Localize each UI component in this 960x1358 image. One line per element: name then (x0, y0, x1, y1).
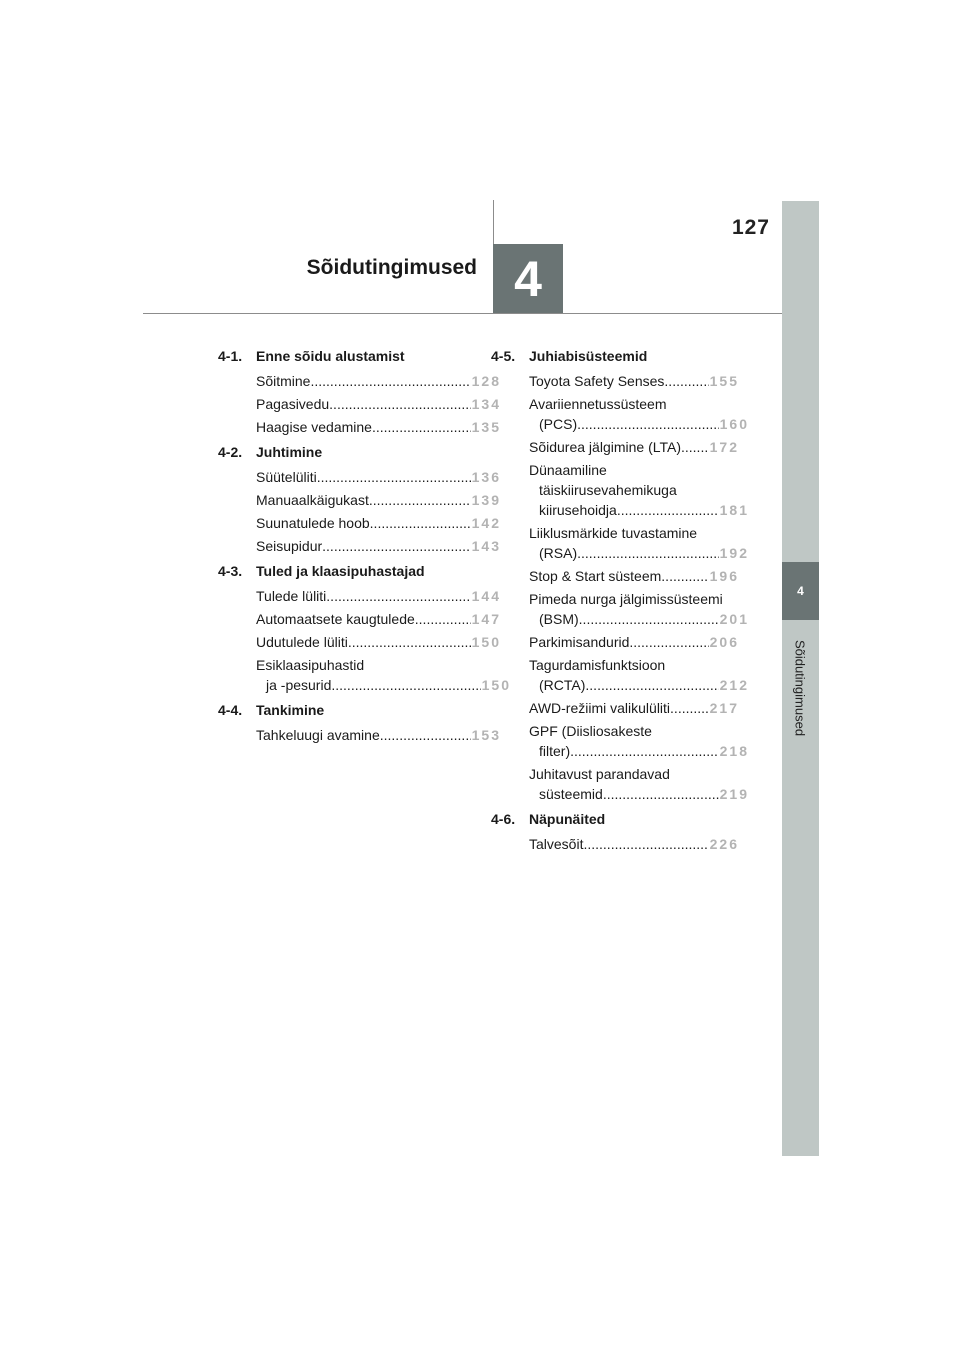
entry-text: filter) (539, 743, 571, 759)
entry-text: Tagurdamisfunktsioon (529, 657, 666, 673)
page-ref[interactable]: 139 (471, 492, 501, 508)
dot-leader (326, 586, 470, 606)
toc-entry[interactable] (491, 632, 741, 652)
entry-last-line (529, 566, 739, 586)
toc-entry[interactable] (218, 394, 501, 414)
page-ref[interactable]: 144 (471, 588, 501, 604)
toc-entry[interactable] (491, 655, 749, 695)
dot-leader (617, 500, 719, 520)
entry-text: Talvesõit (529, 836, 584, 852)
toc-entry[interactable] (491, 460, 749, 520)
dot-leader (664, 371, 708, 391)
entry-text: Haagise vedamine (256, 419, 372, 435)
dot-leader (603, 784, 719, 804)
page-ref[interactable]: 219 (719, 786, 749, 802)
dot-leader (329, 394, 470, 414)
entry-text: Automaatsete kaugtulede (256, 611, 415, 627)
toc-entry[interactable] (491, 394, 749, 434)
entry-last-line (256, 417, 501, 437)
page-ref[interactable]: 135 (471, 419, 501, 435)
page-ref[interactable]: 128 (471, 373, 501, 389)
entry-text: Dünaamiline (529, 462, 607, 478)
section-number: 4-3. (218, 563, 243, 579)
entry-text: (RSA) (539, 545, 578, 561)
toc-section-heading (218, 344, 498, 369)
dot-leader (322, 536, 470, 556)
toc-entry[interactable] (218, 586, 501, 606)
entry-text: Toyota Safety Senses (529, 373, 665, 389)
side-tab-label: Sõidutingimused (792, 639, 808, 737)
page-ref[interactable]: 153 (471, 727, 501, 743)
entry-last-line (256, 609, 501, 629)
dot-leader (577, 543, 719, 563)
page-ref[interactable]: 136 (471, 469, 501, 485)
entry-text: Suunatulede hoob (256, 515, 370, 531)
entry-last-line (529, 543, 749, 563)
entry-text: Esiklaasipuhastid (256, 657, 365, 673)
entry-last-line (529, 741, 749, 761)
entry-last-line (256, 675, 511, 695)
section-title: Juhtimine (256, 444, 323, 460)
page-ref[interactable]: 192 (719, 545, 749, 561)
toc-entry[interactable] (218, 536, 501, 556)
page-ref[interactable]: 150 (471, 634, 501, 650)
toc-entry[interactable] (491, 566, 741, 586)
entry-last-line (529, 632, 739, 652)
title-underline (143, 313, 782, 314)
entry-text: GPF (Diisliosakeste (529, 723, 652, 739)
dot-leader (415, 609, 471, 629)
dot-leader (348, 632, 471, 652)
dot-leader (380, 725, 471, 745)
entry-last-line (256, 536, 501, 556)
dot-leader (577, 414, 719, 434)
dot-leader (317, 467, 471, 487)
section-number: 4-5. (491, 348, 516, 364)
entry-last-line (256, 467, 501, 487)
toc-entry[interactable] (491, 523, 749, 563)
page-ref[interactable]: 181 (719, 502, 749, 518)
toc-entry[interactable] (218, 632, 501, 652)
entry-text: Sõidurea jälgimine (LTA) (529, 439, 681, 455)
entry-text: Sõitmine (256, 373, 311, 389)
dot-leader (681, 437, 709, 457)
page-ref[interactable]: 212 (719, 677, 749, 693)
entry-last-line (529, 437, 739, 457)
entry-last-line (256, 371, 501, 391)
toc-entry[interactable] (218, 725, 501, 745)
entry-text: Juhitavust parandavad (529, 766, 670, 782)
toc-section-heading (218, 559, 498, 584)
entry-last-line (529, 609, 749, 629)
entry-text: Avariiennetussüsteem (529, 396, 667, 412)
entry-text: Tahkeluugi avamine (256, 727, 380, 743)
entry-last-line (529, 698, 739, 718)
toc-entry[interactable] (491, 721, 749, 761)
section-title: Enne sõidu alustamist (256, 348, 405, 364)
dot-leader (579, 609, 719, 629)
section-title: Juhiabisüsteemid (529, 348, 648, 364)
entry-text: Stop & Start süsteem (529, 568, 662, 584)
chapter-number-box: 4 (493, 244, 563, 313)
entry-last-line (256, 632, 501, 652)
entry-last-line (256, 394, 501, 414)
page-ref[interactable]: 134 (471, 396, 501, 412)
toc-entry[interactable] (491, 764, 749, 804)
toc-right-column (491, 344, 749, 857)
entry-text: Pagasivedu (256, 396, 330, 412)
toc-entry[interactable] (218, 467, 501, 487)
dot-leader (583, 834, 708, 854)
toc-section-heading (491, 807, 741, 832)
page-ref[interactable]: 201 (719, 611, 749, 627)
entry-text: Süütelüliti (256, 469, 317, 485)
toc-entry[interactable] (491, 371, 741, 391)
section-title: Tuled ja klaasipuhastajad (256, 563, 425, 579)
entry-last-line (529, 675, 749, 695)
toc-entry[interactable] (491, 437, 741, 457)
section-title: Tankimine (256, 702, 325, 718)
entry-last-line (529, 784, 749, 804)
page-ref[interactable]: 218 (719, 743, 749, 759)
page-ref[interactable]: 172 (709, 439, 739, 455)
entry-text: kiirusehoidja (539, 502, 617, 518)
section-title: Näpunäited (529, 811, 606, 827)
dot-leader (372, 417, 471, 437)
entry-text: AWD-režiimi valikulüliti (529, 700, 671, 716)
entry-text: (BSM) (539, 611, 579, 627)
dot-leader (370, 513, 471, 533)
page-ref[interactable]: 226 (709, 836, 739, 852)
toc-entry[interactable] (218, 513, 501, 533)
entry-last-line (529, 414, 749, 434)
entry-last-line (529, 834, 739, 854)
page-ref[interactable]: 143 (471, 538, 501, 554)
dot-leader (310, 371, 470, 391)
entry-text: Udutulede lüliti (256, 634, 348, 650)
page-ref[interactable]: 160 (719, 416, 749, 432)
entry-text: Pimeda nurga jälgimissüsteemi (529, 591, 723, 607)
section-number: 4-2. (218, 444, 243, 460)
page-number: 127 (731, 216, 770, 239)
toc-entry[interactable] (218, 609, 501, 629)
entry-text: Parkimisandurid (529, 634, 630, 650)
dot-leader (585, 675, 718, 695)
dot-leader (661, 566, 708, 586)
page-ref[interactable]: 147 (471, 611, 501, 627)
page-ref[interactable]: 142 (471, 515, 501, 531)
entry-last-line (256, 513, 501, 533)
toc-entry[interactable] (491, 698, 741, 718)
toc-entry[interactable] (218, 371, 501, 391)
dot-leader (369, 490, 471, 510)
section-number: 4-4. (218, 702, 243, 718)
entry-last-line (256, 490, 501, 510)
toc-section-heading (218, 698, 498, 723)
entry-text: Manuaalkäigukast (256, 492, 369, 508)
section-number: 4-6. (491, 811, 516, 827)
entry-text: Liiklusmärkide tuvastamine (529, 525, 698, 541)
page-ref[interactable]: 150 (481, 677, 511, 693)
dot-leader (629, 632, 708, 652)
page-ref[interactable]: 206 (709, 634, 739, 650)
vertical-divider (493, 200, 494, 244)
entry-last-line (529, 500, 749, 520)
toc-entry[interactable] (218, 655, 511, 695)
chapter-title: Sõidutingimused (306, 256, 477, 279)
entry-last-line (256, 725, 501, 745)
entry-last-line (256, 586, 501, 606)
entry-text: Seisupidur (256, 538, 323, 554)
entry-text: süsteemid (539, 786, 603, 802)
toc-section-heading (218, 440, 498, 465)
toc-entry[interactable] (218, 490, 501, 510)
side-tab-number[interactable]: 4 (782, 562, 819, 620)
page-ref[interactable]: 155 (709, 373, 739, 389)
toc-entry[interactable] (491, 589, 749, 629)
dot-leader (670, 698, 709, 718)
toc-entry[interactable] (491, 834, 741, 854)
toc-section-heading (491, 344, 741, 369)
entry-text: (RCTA) (539, 677, 586, 693)
section-number: 4-1. (218, 348, 243, 364)
toc-entry[interactable] (218, 417, 501, 437)
dot-leader (331, 675, 480, 695)
entry-text: ja -pesurid (266, 677, 332, 693)
entry-last-line (529, 371, 739, 391)
entry-text: (PCS) (539, 416, 578, 432)
entry-text: täiskiirusevahemikuga (539, 482, 677, 498)
page-ref[interactable]: 217 (709, 700, 739, 716)
entry-text: Tulede lüliti (256, 588, 327, 604)
page-ref[interactable]: 196 (709, 568, 739, 584)
dot-leader (570, 741, 719, 761)
